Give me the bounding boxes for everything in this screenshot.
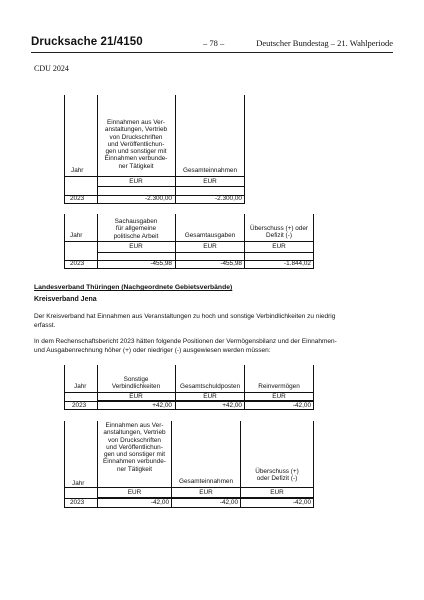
t2-unit-surplus: EUR (272, 243, 286, 250)
page-number: – 78 – (203, 38, 225, 48)
t4-col-surplus: Überschuss (+) oder Defizit (-) (255, 468, 299, 483)
header-rule (31, 52, 393, 53)
t2-col-total: Gesamtausgaben (184, 232, 236, 239)
t2-col-year: Jahr (70, 232, 83, 239)
paragraph-2: In dem Rechenschaftsbericht 2023 hätten folgende Positionen der Vermögensbilanz und der Einnahmen- und Ausgabenrechnung höher (+) oder niedriger (-) ausgewiesen werden müssen: (34, 338, 337, 354)
t1-col-year: Jahr (71, 167, 84, 174)
t3-year: 2023 (72, 402, 87, 409)
t3-col-debt: Gesamtschuldposten (179, 383, 241, 390)
t3-unit-net: EUR (272, 393, 286, 400)
t3-debt-value: +42,00 (222, 402, 242, 409)
t2-unit-total: EUR (203, 243, 217, 250)
t3-liabilities-value: +42,00 (152, 402, 172, 409)
t4-unit-surplus: EUR (270, 489, 284, 496)
party-year: CDU 2024 (34, 64, 69, 73)
t1-total-value: -2.300,00 (214, 195, 242, 202)
t4-col-events: Einnahmen aus Ver- anstaltungen, Vertrieb von Druckschriften und Veröffentlichun- gen und sonstiger mit Einnahmen verbunde- ner Tätigkeit (103, 422, 166, 473)
section-heading: Landesverband Thüringen (Nachgeordnete Gebietsverbände) (34, 284, 233, 291)
t4-col-total: Gesamteinnahmen (179, 478, 233, 485)
t2-material-value: -455,98 (150, 260, 172, 267)
publisher: Deutscher Bundestag – 21. Wahlperiode (256, 38, 393, 48)
section-subheading: Kreisverband Jena (34, 296, 97, 303)
t4-events-value: -42,00 (150, 499, 169, 506)
t1-events-value: -2.300,00 (144, 195, 172, 202)
document-number: Drucksache 21/4150 (31, 36, 143, 48)
t3-unit-debt: EUR (203, 393, 217, 400)
t4-unit-events: EUR (127, 489, 142, 496)
t2-total-value: -455,98 (220, 260, 242, 267)
t3-net-value: -42,00 (292, 402, 311, 409)
t1-col-events: Einnahmen aus Ver- anstaltungen, Vertrieb von Druckschriften und Veröffentlichun- gen und sonstiger mit Einnahmen verbunde- ner Tätigkeit (104, 119, 168, 170)
page-header (31, 36, 393, 50)
t1-year: 2023 (70, 195, 85, 202)
t1-col-total: Gesamteinnahmen (183, 167, 237, 174)
t2-col-surplus: Überschuss (+) oder Defizit (-) (249, 225, 309, 240)
t2-unit-material: EUR (129, 243, 143, 250)
t3-unit-liabilities: EUR (129, 393, 143, 400)
t4-total-value: -42,00 (219, 499, 238, 506)
t3-col-year: Jahr (74, 383, 87, 390)
t3-col-liabilities: Sonstige Verbindlichkeiten (111, 376, 161, 391)
paragraph-1: Der Kreisverband hat Einnahmen aus Veranstaltungen zu hoch und sonstige Verbindlichkeiten zu niedrig erfasst. (34, 313, 336, 329)
t4-unit-total: EUR (199, 489, 213, 496)
t1-unit-events: EUR (129, 178, 143, 185)
t2-year: 2023 (70, 260, 85, 267)
t4-col-year: Jahr (72, 480, 85, 487)
t4-year: 2023 (70, 499, 85, 506)
t1-unit-total: EUR (203, 178, 217, 185)
t2-surplus-value: -1.844,02 (283, 260, 311, 267)
t2-col-material: Sachausgaben für allgemeine politische Arbeit (113, 218, 159, 240)
t3-col-net: Reinvermögen (258, 383, 300, 390)
t4-surplus-value: -42,00 (292, 499, 311, 506)
